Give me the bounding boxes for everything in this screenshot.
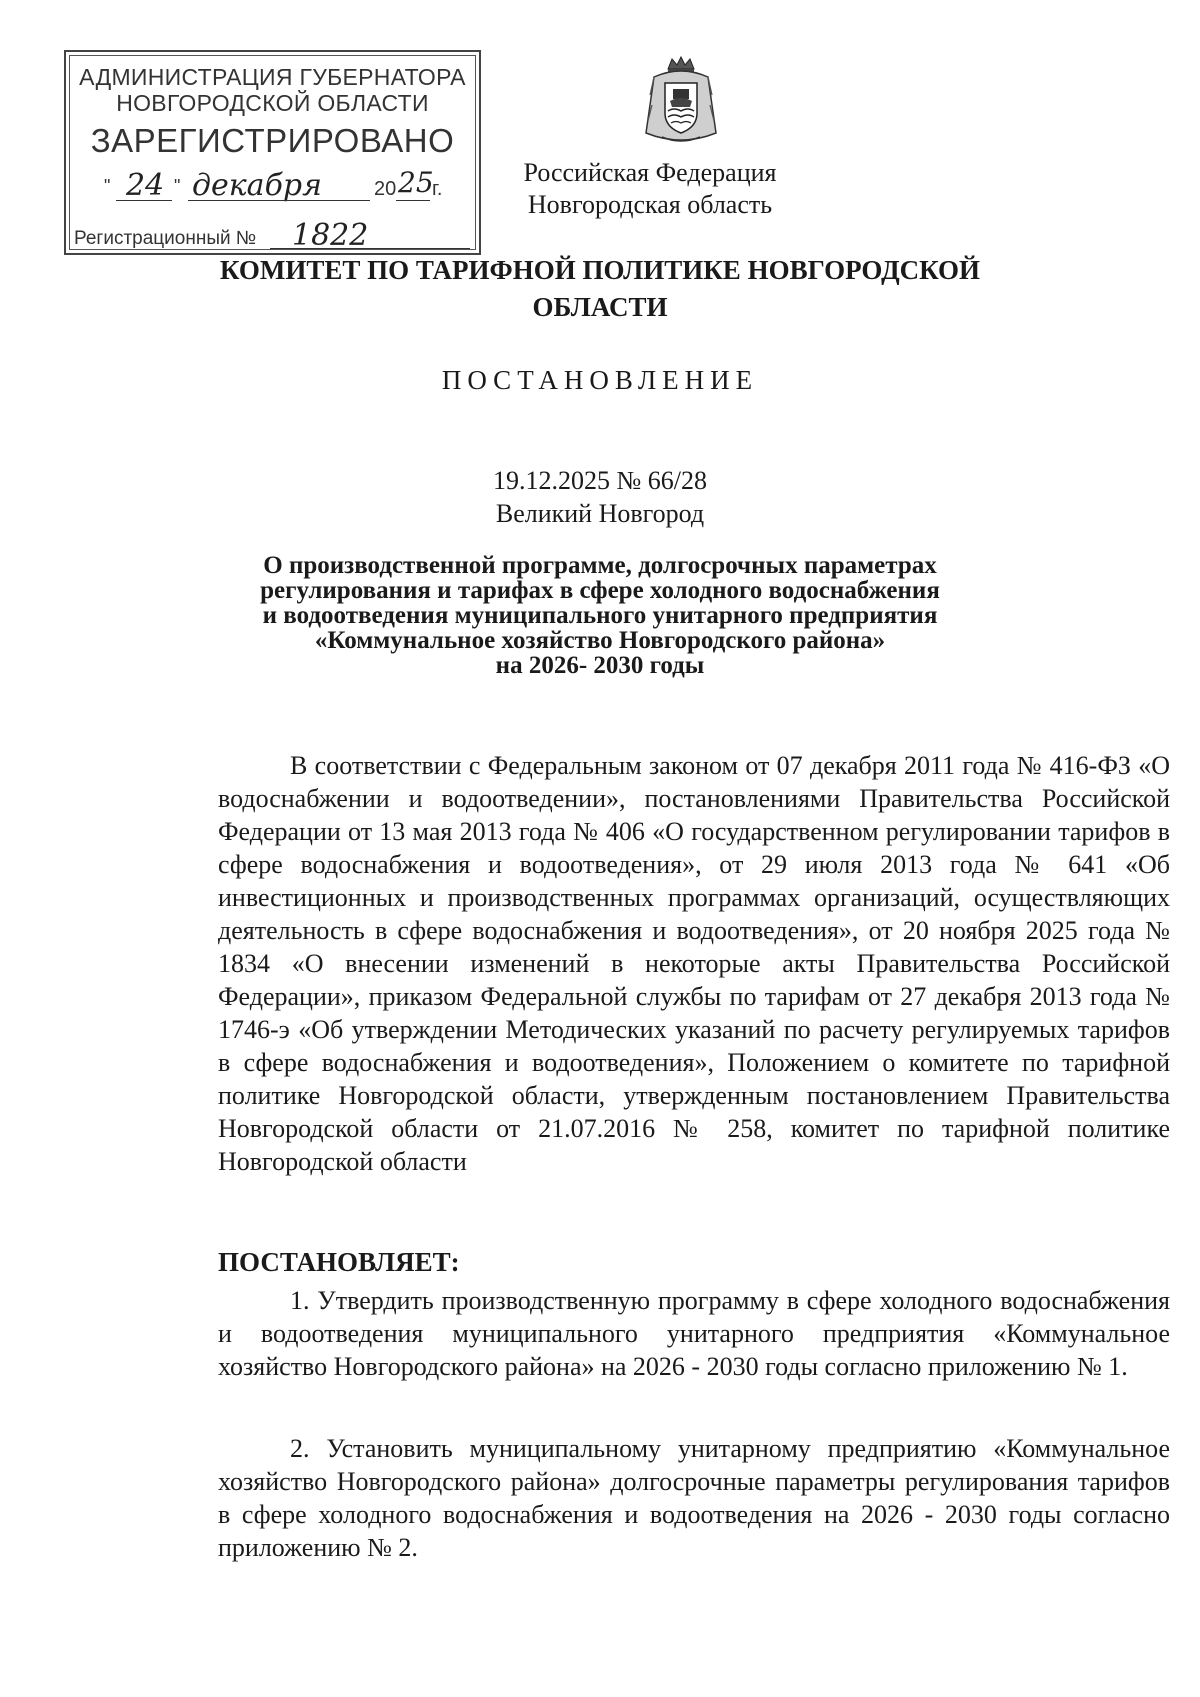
document-date-number: 19.12.2025 № 66/28 bbox=[492, 466, 708, 495]
resolution-item-2-text: 2. Установить муниципальному унитарному предприятию «Коммунальное хозяйство Новгородского района» долгосрочные параметры регулирования тарифов в сфере холодного водоснабжения и водоотведения на 2026 - 2030 годы согласно приложению № 2. bbox=[218, 1434, 1170, 1562]
stamp-registration-underline bbox=[270, 248, 470, 249]
title-line4: «Коммунальное хозяйство Новгородского района» bbox=[314, 627, 886, 654]
stamp-quote-close: " bbox=[174, 176, 181, 196]
preamble-text: В соответствии с Федеральным законом от 07 декабря 2011 года № 416-ФЗ «О водоснабжении и водоотведении», постановлениями Правительства Российской Федерации от 13 мая 2013 года № 406 «О государственном регулировании тарифов в сфере водоснабжения и водоотведения», от 29 июля 2013 года № 641 «Об инвестиционных и производственных программах организаций, осуществляющих деятельность в сфере водоснабжения и водоотведения», от 20 ноября 2025 года № 1834 «О внесении изменений в некоторые акты Правительства Российской Федерации», приказом Федеральной службы по тарифам от 27 декабря 2013 года № 1746-э «Об утверждении Методических указаний по расчету регулируемых тарифов в сфере водоснабжения и водоотведения», Положением о комитете по тарифной политике Новгородской области, утвержденным постановлением Правительства Новгородской области от 21.07.2016 № 258, комитет по тарифной политике Новгородской области bbox=[218, 751, 1170, 1176]
preamble-paragraph bbox=[218, 749, 1170, 1178]
document-city: Великий Новгород bbox=[495, 499, 705, 528]
stamp-month-underline bbox=[188, 200, 370, 201]
region-name: Новгородская область bbox=[527, 190, 773, 219]
stamp-year-underline bbox=[396, 200, 430, 201]
stamp-registration-label: Регистрационный № bbox=[74, 228, 257, 249]
stamp-quote-open: " bbox=[104, 176, 111, 196]
stamp-authority-line2: НОВГОРОДСКОЙ ОБЛАСТИ bbox=[116, 90, 429, 116]
stamp-day-underline bbox=[116, 200, 172, 201]
stamp-registration-number-handwritten: 1822 bbox=[292, 218, 369, 253]
resolves-heading: ПОСТАНОВЛЯЕТ: bbox=[218, 1247, 460, 1277]
title-line2: регулирования и тарифах в сфере холодного водоснабжения bbox=[260, 577, 940, 604]
registration-stamp bbox=[64, 50, 481, 255]
stamp-registered-label: ЗАРЕГИСТРИРОВАНО bbox=[90, 122, 455, 159]
committee-name-line1: КОМИТЕТ ПО ТАРИФНОЙ ПОЛИТИКЕ НОВГОРОДСКОЙ bbox=[219, 255, 981, 285]
stamp-registration-row bbox=[74, 220, 474, 252]
title-line1: О производственной программе, долгосрочных параметрах bbox=[263, 552, 937, 579]
title-line5: на 2026- 2030 годы bbox=[495, 652, 705, 679]
resolution-item-1-text: 1. Утвердить производственную программу в сфере холодного водоснабжения и водоотведения муниципального унитарного предприятия «Коммунальное хозяйство Новгородского района» на 2026 - 2030 годы согласно приложению № 1. bbox=[218, 1286, 1170, 1381]
stamp-year-handwritten: 25 bbox=[398, 166, 434, 199]
resolution-item-1 bbox=[218, 1284, 1170, 1383]
stamp-month-handwritten: декабря bbox=[192, 168, 322, 203]
country-name: Российская Федерация bbox=[523, 158, 777, 187]
stamp-year-unit: г. bbox=[432, 178, 443, 200]
committee-name-line2: ОБЛАСТИ bbox=[532, 292, 668, 322]
stamp-authority-line1: АДМИНИСТРАЦИЯ ГУБЕРНАТОРА bbox=[79, 64, 466, 90]
document-type: ПОСТАНОВЛЕНИЕ bbox=[441, 365, 759, 395]
stamp-year-prefix: 20 bbox=[374, 178, 397, 200]
resolution-item-2 bbox=[218, 1432, 1170, 1564]
coat-of-arms-icon bbox=[640, 55, 722, 150]
stamp-day-handwritten: 24 bbox=[126, 168, 165, 203]
title-line3: и водоотведения муниципального унитарного предприятия bbox=[262, 602, 938, 629]
stamp-date-row bbox=[88, 166, 458, 206]
document-title bbox=[180, 553, 1020, 678]
